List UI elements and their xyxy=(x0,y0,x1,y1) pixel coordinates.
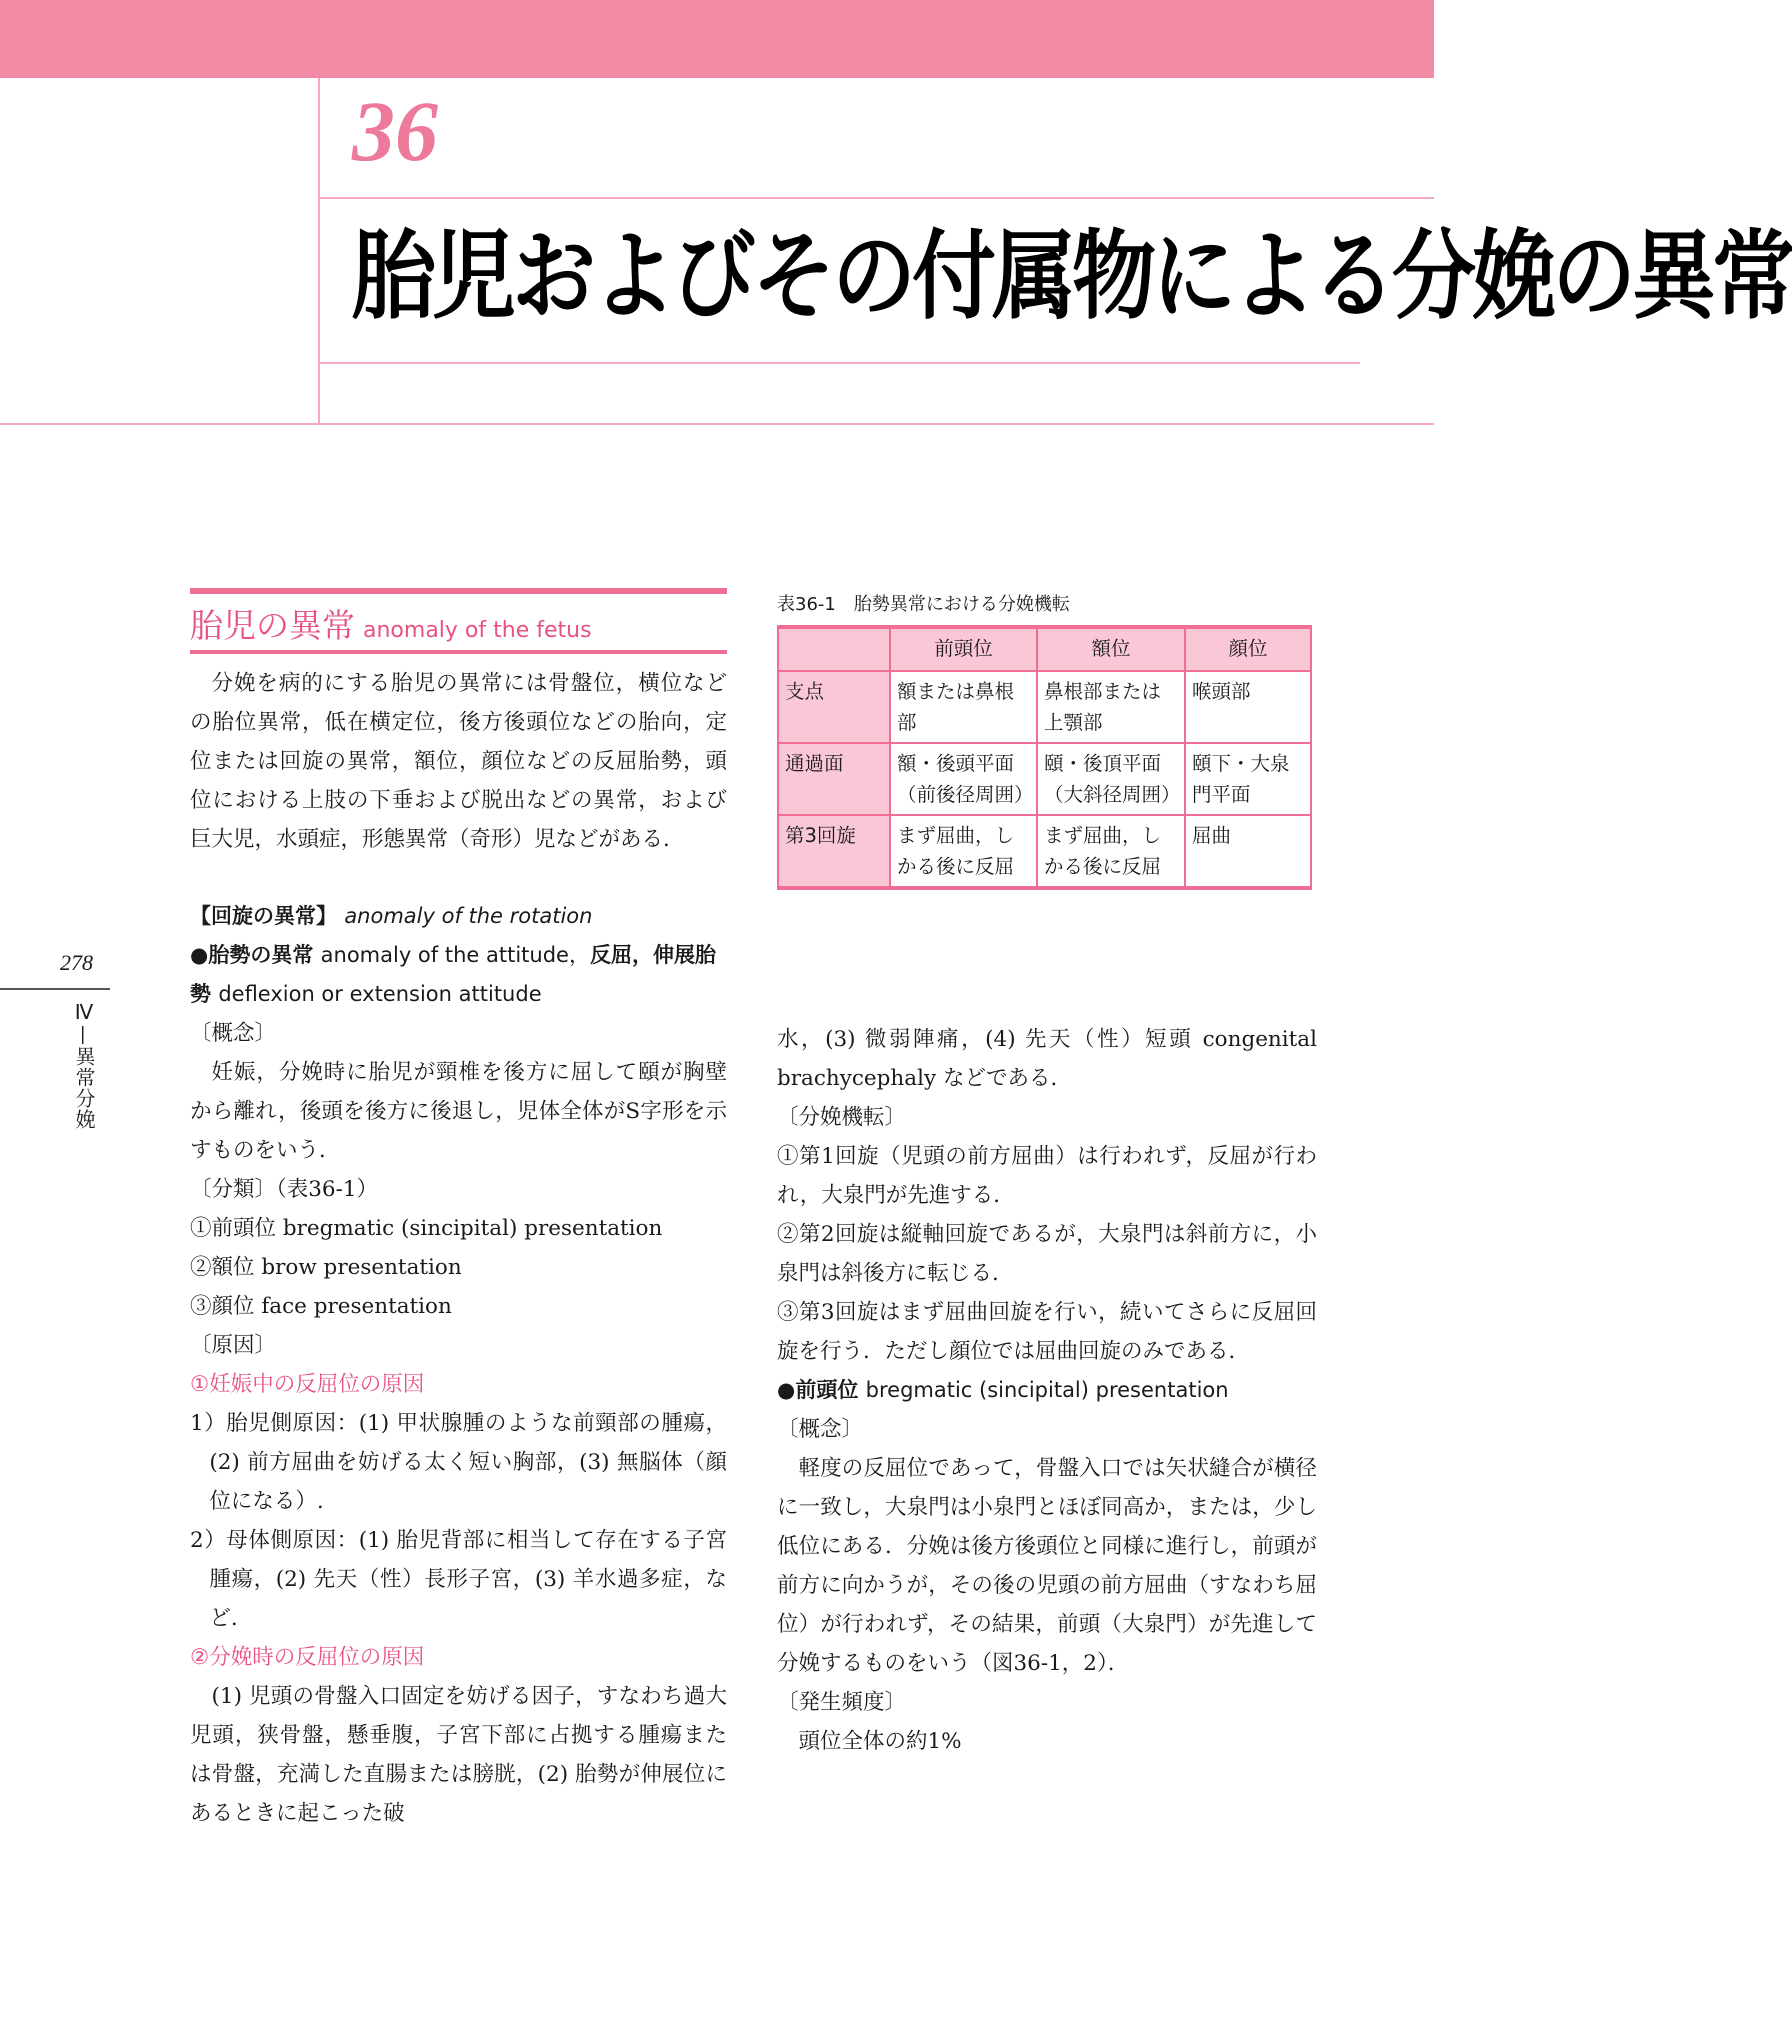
section-title-bar-top xyxy=(190,588,727,594)
table-cell: 頤・後頂平面（大斜径周囲） xyxy=(1037,743,1185,815)
bregmatic-concept-label: 〔概念〕 xyxy=(777,1417,864,1442)
section-title-en: anomaly of the fetus xyxy=(363,618,592,643)
table-col-header: 前頭位 xyxy=(890,627,1037,671)
header-divider-bottom xyxy=(0,423,1434,425)
section-title-ja: 胎児の異常 xyxy=(190,606,355,645)
mechanism-item: ②第2回旋は縦軸回旋であるが，大泉門は斜前方に，小泉門は斜後方に転じる． xyxy=(777,1222,1317,1286)
header-band xyxy=(0,0,1434,78)
attitude-heading-en2: deflexion or extension attitude xyxy=(218,982,542,1006)
table-col-header: 顔位 xyxy=(1185,627,1311,671)
attitude-heading-ja2: 反屈，伸展胎勢 xyxy=(190,943,716,1006)
table-corner xyxy=(778,627,890,671)
class-label: 〔分類〕（表36-1） xyxy=(190,1177,379,1202)
attitude-heading-en: anomaly of the attitude， xyxy=(320,943,590,967)
concept-text: 妊娠，分娩時に胎児が頸椎を後方に屈して頤が胸壁から離れ，後頭を後方に後退し，児体全体がS字形を示すものをいう． xyxy=(190,1060,727,1163)
concept-label: 〔概念〕 xyxy=(190,1021,277,1046)
chapter-title: 胎児およびその付属物による分娩の異常 xyxy=(352,219,1792,333)
page-number: 278 xyxy=(60,950,93,975)
cause-label: 〔原因〕 xyxy=(190,1333,277,1358)
cause1-item: 2）母体側原因：(1) 胎児背部に相当して存在する子宮腫瘍，(2) 先天（性）長形子宮，(3) 羊水過多症，など. xyxy=(190,1528,727,1631)
table-cell: 額または鼻根部 xyxy=(890,671,1037,743)
cause1-title: ①妊娠中の反屈位の原因 xyxy=(190,1372,425,1397)
table-cell: 喉頭部 xyxy=(1185,671,1311,743)
table-cell: 頤下・大泉門平面 xyxy=(1185,743,1311,815)
attitude-heading xyxy=(190,936,727,1014)
section-side-label: Ⅳ—異常分娩 xyxy=(72,1000,96,1130)
rotation-heading xyxy=(190,897,727,936)
class-item: ②額位 brow presentation xyxy=(190,1255,462,1280)
table-cell: まず屈曲，しかる後に反屈 xyxy=(890,815,1037,888)
header-divider-top xyxy=(320,197,1434,199)
frequency-label: 〔発生頻度〕 xyxy=(777,1690,907,1715)
bregmatic-heading xyxy=(777,1371,1317,1410)
attitude-heading-ja: ●胎勢の異常 xyxy=(190,943,314,967)
cause1-item: 1）胎児側原因：(1) 甲状腺腫のような前頸部の腫瘍，(2) 前方屈曲を妨げる太く短い胸部，(3) 無脳体（顔位になる）. xyxy=(190,1411,727,1514)
mechanism-item: ③第3回旋はまず屈曲回旋を行い，続いてさらに反屈回旋を行う．ただし顔位では屈曲回旋のみである． xyxy=(777,1300,1317,1364)
bregmatic-concept-text: 軽度の反屈位であって，骨盤入口では矢状縫合が横径に一致し，大泉門は小泉門とほぼ同高か，または，少し低位にある．分娩は後方後頭位と同様に進行し，前頭が前方に向かうが，その後の児頭の前方屈曲（すなわち屈位）が行われず，その結果，前頭（大泉門）が先進して分娩するものをいう（図36-1，2）． xyxy=(777,1456,1317,1676)
table-header-row xyxy=(778,627,1311,671)
section-intro: 分娩を病的にする胎児の異常には骨盤位，横位などの胎位異常，低在横定位，後方後頭位などの胎向，定位または回旋の異常，額位，顔位などの反屈胎勢，頭位における上肢の下垂および脱出などの異常，および巨大児，水頭症，形態異常（奇形）児などがある． xyxy=(190,671,727,852)
table-row-header: 通過面 xyxy=(778,743,890,815)
mechanism-item: ①第1回旋（児頭の前方屈曲）は行われず，反屈が行われ，大泉門が先進する． xyxy=(777,1144,1317,1208)
section-title xyxy=(190,600,592,647)
continued-text: 水，(3) 微弱陣痛，(4) 先天（性）短頭 congenital brachycephaly などである． xyxy=(777,1027,1317,1091)
cause2-title: ②分娩時の反屈位の原因 xyxy=(190,1645,425,1670)
right-column xyxy=(777,1020,1317,1761)
attitude-table xyxy=(777,625,1312,890)
table-col-header: 額位 xyxy=(1037,627,1185,671)
table-row-header: 支点 xyxy=(778,671,890,743)
class-item: ①前頭位 bregmatic (sincipital) presentation xyxy=(190,1216,663,1241)
rotation-heading-ja: 【回旋の異常】 xyxy=(190,904,337,928)
header-divider-middle xyxy=(320,362,1360,364)
table-cell: 額・後頭平面（前後径周囲） xyxy=(890,743,1037,815)
table-caption: 表36-1 胎勢異常における分娩機転 xyxy=(777,594,1070,615)
section-title-bar-bottom xyxy=(190,650,727,654)
header-divider-vertical xyxy=(318,78,320,424)
class-item: ③顔位 face presentation xyxy=(190,1294,452,1319)
chapter-number: 36 xyxy=(352,83,438,179)
table-row xyxy=(778,671,1311,743)
table-row xyxy=(778,743,1311,815)
table-row-header: 第3回旋 xyxy=(778,815,890,888)
table-cell: まず屈曲，しかる後に反屈 xyxy=(1037,815,1185,888)
rotation-heading-en: anomaly of the rotation xyxy=(344,904,593,928)
cause2-text: (1) 児頭の骨盤入口固定を妨げる因子，すなわち過大児頭，狭骨盤，懸垂腹，子宮下部に占拠する腫瘍または骨盤，充満した直腸または膀胱，(2) 胎勢が伸展位にあるときに起こった破 xyxy=(190,1684,727,1826)
bregmatic-heading-en: bregmatic (sincipital) presentation xyxy=(865,1378,1229,1402)
table-row xyxy=(778,815,1311,888)
table-cell: 鼻根部または上顎部 xyxy=(1037,671,1185,743)
frequency-text: 頭位全体の約1% xyxy=(798,1729,962,1754)
table-cell: 屈曲 xyxy=(1185,815,1311,888)
bregmatic-heading-ja: ●前頭位 xyxy=(777,1378,859,1402)
left-column xyxy=(190,664,727,1833)
mechanism-label: 〔分娩機転〕 xyxy=(777,1105,907,1130)
page-number-rule xyxy=(0,988,110,990)
